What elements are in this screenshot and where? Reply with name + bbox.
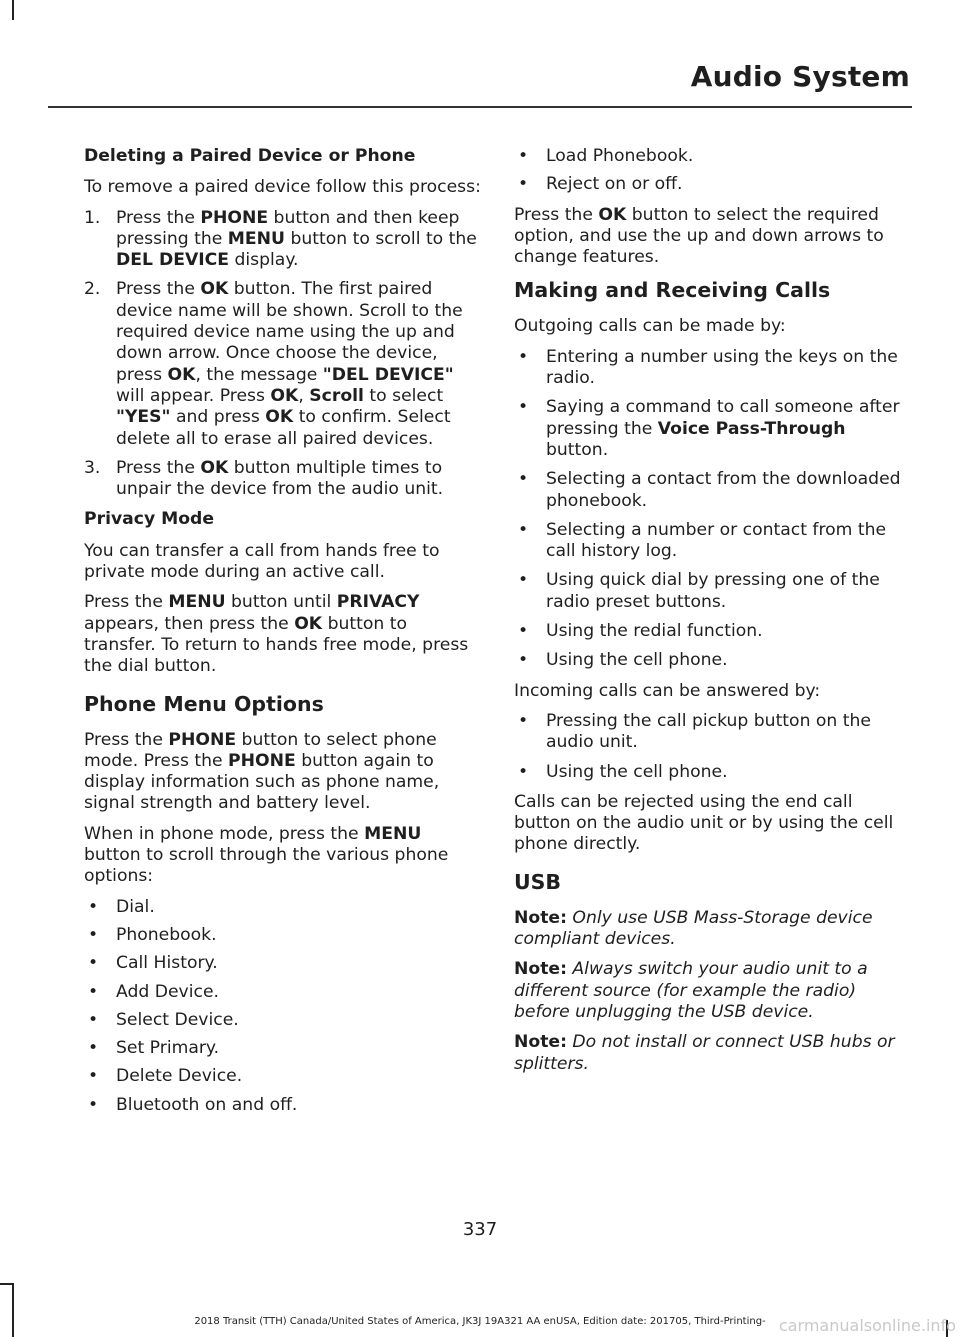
paragraph-phone-1: Press the PHONE button to select phone mode. Press the PHONE button again to display information such as phone name, signal strength and battery level.	[84, 729, 440, 814]
header-rule	[48, 106, 912, 108]
heading-making-receiving-calls: Making and Receiving Calls	[514, 278, 831, 303]
section-title: Audio System	[690, 60, 910, 93]
paragraph-privacy-2: Press the MENU button until PRIVACY appears, then press the OK button to transfer. To return to hands free mode, press the dial button.	[84, 592, 469, 677]
list-item: • Phonebook.	[88, 924, 217, 945]
paragraph-incoming: Incoming calls can be answered by:	[514, 680, 821, 701]
paragraph-reject: Calls can be rejected using the end call button on the audio unit or by using the cell phone directly.	[514, 791, 894, 855]
list-item: • Dial.	[88, 896, 155, 917]
crop-mark-bottom-left	[12, 1283, 14, 1337]
list-item: 2. Press the OK button. The first paired device name will be shown. Scroll to the required device name using the up and down arrow. Once choose the device, press OK, the message "DEL DEVICE" will appear. Press OK, Scroll to select "YES" and press OK to confirm. Select delete all to erase all paired devices.	[84, 279, 463, 449]
note-usb-2: Note: Always switch your audio unit to a different source (for example the radio) before unplugging the USB device.	[514, 959, 868, 1022]
list-item: • Load Phonebook.	[518, 146, 694, 166]
list-item: 1. Press the PHONE button and then keep pressing the MENU button to scroll to the DEL DEVICE display.	[84, 207, 477, 271]
list-item: • Using quick dial by pressing one of the radio preset buttons.	[518, 570, 880, 612]
watermark: carmanualsonline.info	[778, 1316, 956, 1335]
paragraph-phone-2: When in phone mode, press the MENU button to scroll through the various phone options:	[84, 823, 449, 887]
list-item: • Selecting a number or contact from the call history log.	[518, 519, 887, 562]
paragraph-ok-select: Press the OK button to select the required option, and use the up and down arrows to change features.	[514, 204, 884, 268]
list-item: 3. Press the OK button multiple times to unpair the device from the audio unit.	[84, 457, 444, 500]
list-item: • Bluetooth on and off.	[88, 1094, 298, 1115]
heading-phone-menu-options: Phone Menu Options	[84, 691, 324, 716]
incoming-calls-list	[514, 711, 912, 783]
phone-menu-options-list	[84, 897, 482, 1116]
paragraph-privacy-1: You can transfer a call from hands free to private mode during an active call.	[84, 540, 440, 583]
list-item: • Delete Device.	[88, 1066, 243, 1087]
list-item: • Pressing the call pickup button on the audio unit.	[518, 710, 872, 753]
heading-privacy-mode: Privacy Mode	[84, 509, 215, 530]
heading-usb: USB	[514, 869, 562, 894]
list-item: • Select Device.	[88, 1009, 239, 1030]
list-item: • Call History.	[88, 953, 218, 974]
list-item: • Saying a command to call someone after pressing the Voice Pass-Through button.	[518, 397, 900, 460]
paragraph-delete-intro: To remove a paired device follow this process:	[84, 177, 481, 198]
outgoing-calls-list	[514, 347, 912, 672]
list-item: • Reject on or off.	[518, 174, 683, 195]
heading-deleting-paired-device: Deleting a Paired Device or Phone	[84, 146, 416, 166]
crop-mark-bottom-left-h	[0, 1283, 14, 1285]
phone-menu-options-list-cont	[514, 146, 912, 196]
list-item: • Entering a number using the keys on the radio.	[518, 346, 898, 389]
left-column	[84, 146, 482, 1125]
list-item: • Set Primary.	[88, 1038, 220, 1059]
list-item: • Using the cell phone.	[518, 761, 728, 782]
note-usb-3: Note: Do not install or connect USB hubs or splitters.	[514, 1032, 895, 1074]
right-column	[514, 146, 912, 1084]
page-number: 337	[462, 1219, 498, 1240]
crop-mark-top-left	[12, 0, 14, 20]
note-usb-1: Note: Only use USB Mass-Storage device compliant devices.	[514, 907, 873, 950]
list-item: • Using the redial function.	[518, 621, 763, 642]
list-item: • Using the cell phone.	[518, 650, 728, 671]
delete-steps-list	[84, 208, 482, 501]
paragraph-outgoing: Outgoing calls can be made by:	[514, 316, 786, 337]
edition-info: 2018 Transit (TTH) Canada/United States of America, JK3J 19A321 AA enUSA, Edition date: 201705, Third-Printing-	[194, 1316, 766, 1327]
list-item: • Selecting a contact from the downloaded phonebook.	[518, 469, 901, 511]
list-item: • Add Device.	[88, 981, 219, 1002]
